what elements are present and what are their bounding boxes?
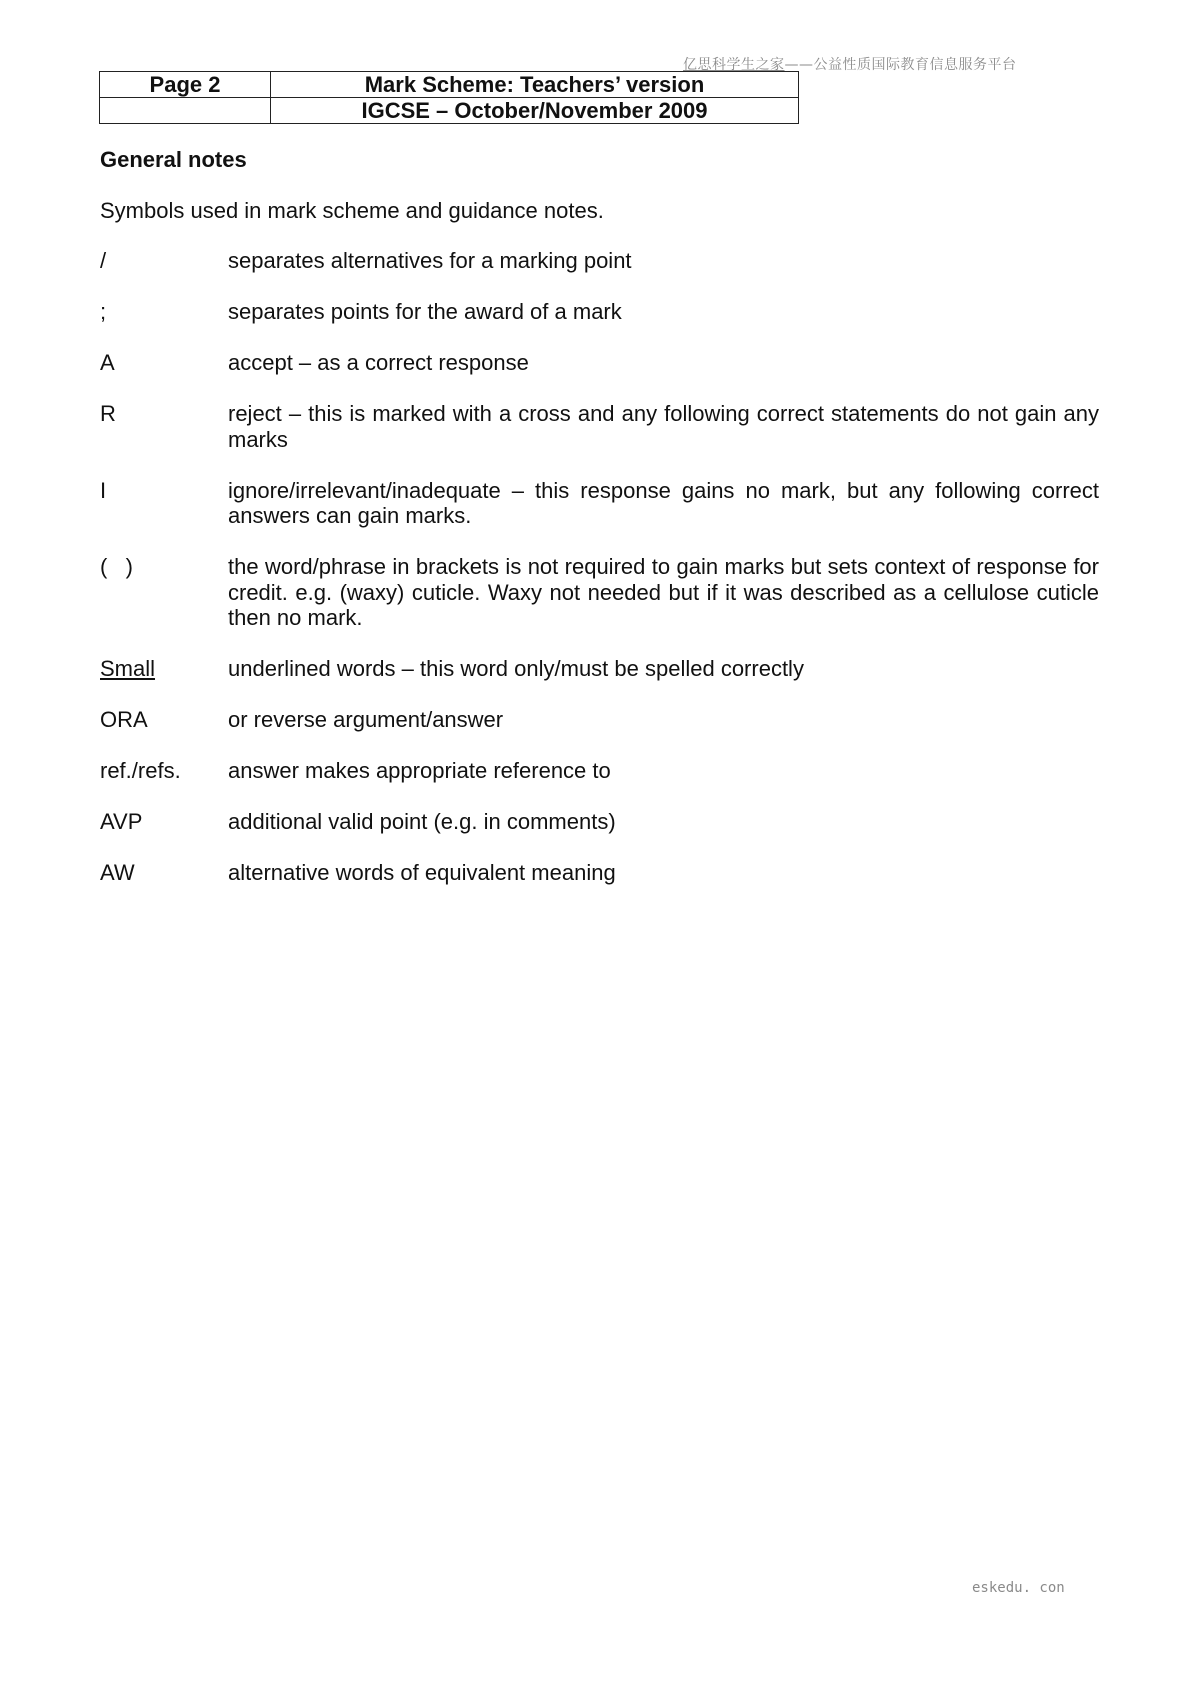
note-symbol: A — [100, 350, 115, 375]
note-symbol: AVP — [100, 809, 143, 834]
note-item — [100, 299, 1100, 325]
page-number: Page 2 — [100, 72, 271, 98]
intro-text: Symbols used in mark scheme and guidance notes. — [100, 198, 604, 223]
note-description: underlined words – this word only/must be spelled correctly — [228, 656, 804, 681]
note-item — [100, 860, 1100, 886]
note-description: or reverse argument/answer — [228, 707, 504, 732]
note-item — [100, 656, 1100, 682]
exam-session: IGCSE – October/November 2009 — [271, 98, 799, 124]
empty-cell — [100, 98, 271, 124]
symbol-list — [100, 248, 1100, 911]
note-item — [100, 707, 1100, 733]
note-description: separates alternatives for a marking point — [228, 248, 632, 273]
note-symbol: ORA — [100, 707, 148, 732]
note-description: answer makes appropriate reference to — [228, 758, 611, 783]
note-description: separates points for the award of a mark — [228, 299, 622, 324]
note-item — [100, 809, 1100, 835]
note-description: additional valid point (e.g. in comments) — [228, 809, 616, 834]
note-description: reject – this is marked with a cross and any following correct statements do not gain any marks — [228, 401, 1099, 452]
note-symbol: I — [100, 477, 107, 503]
note-symbol: ; — [100, 299, 107, 324]
note-symbol: ( ) — [100, 554, 133, 579]
watermark-site-link[interactable]: 亿思科学生之家 — [683, 57, 785, 73]
note-description: accept – as a correct response — [228, 350, 529, 375]
watermark-tagline: ——公益性质国际教育信息服务平台 — [784, 57, 1017, 73]
note-item — [100, 478, 1100, 529]
note-symbol: Small — [100, 656, 156, 681]
page-header-table — [99, 71, 799, 124]
note-symbol: R — [100, 401, 116, 426]
note-item — [100, 758, 1100, 784]
watermark-footer: eskedu. con — [972, 1580, 1065, 1596]
section-heading: General notes — [100, 147, 247, 172]
note-symbol: ref./refs. — [100, 758, 181, 783]
note-description: ignore/irrelevant/inadequate – this response gains no mark, but any following correct answers can gain marks. — [228, 477, 1099, 528]
note-description: the word/phrase in brackets is not required to gain marks but sets context of response for credit. e.g. (waxy) cuticle. Waxy not needed but if it was described as a cellulose cuticle then no mark. — [228, 554, 1099, 630]
note-item — [100, 248, 1100, 274]
note-item — [100, 401, 1100, 452]
note-symbol: AW — [100, 860, 135, 885]
document-title: Mark Scheme: Teachers’ version — [271, 72, 799, 98]
note-item — [100, 554, 1100, 631]
note-item — [100, 350, 1100, 376]
note-description: alternative words of equivalent meaning — [228, 860, 616, 885]
note-symbol: / — [100, 248, 107, 273]
